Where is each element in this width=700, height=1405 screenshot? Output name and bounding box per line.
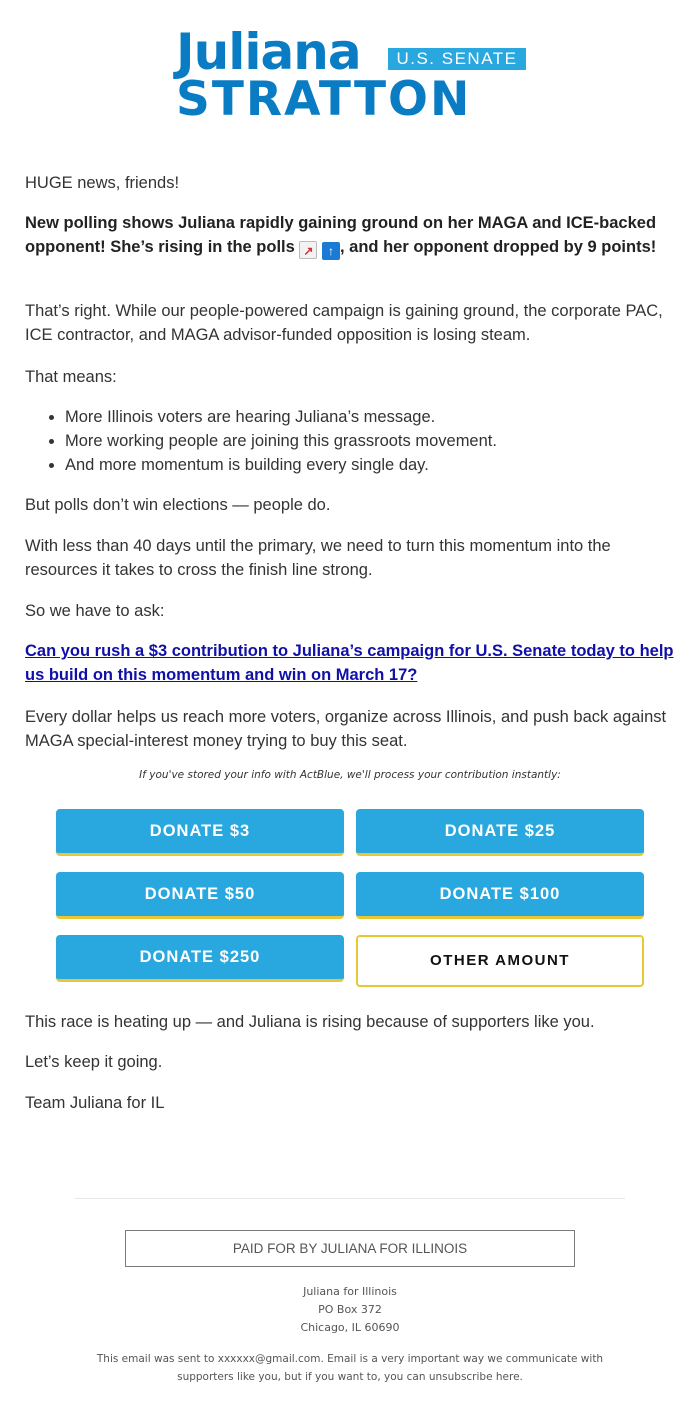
donate-100-button[interactable]: DONATE $100 <box>356 872 644 919</box>
cta-paragraph <box>25 639 675 687</box>
ask-line: So we have to ask: <box>25 602 165 620</box>
cta-link[interactable]: Can you rush a $3 contribution to Juliana’s campaign for U.S. Senate today to help us build on this momentum and win on March 17? <box>25 642 674 684</box>
actblue-note: If you've stored your info with ActBlue, we'll process your contribution instantly: <box>139 769 561 781</box>
days-paragraph: With less than 40 days until the primary, we need to turn this momentum into the resources it takes to cross the finish line strong. <box>25 537 611 579</box>
donate-3-button[interactable]: DONATE $3 <box>56 809 344 856</box>
mailing-address <box>0 1283 700 1337</box>
logo-first-name: Juliana <box>176 23 361 81</box>
bullet-list <box>25 405 675 477</box>
paragraph-thats-right: That’s right. While our people-powered campaign is gaining ground, the corporate PAC, ICE contractor, and MAGA advisor-funded opposition is losing steam. <box>25 302 663 344</box>
footer-divider <box>75 1198 625 1199</box>
paid-for-box: PAID FOR BY JULIANA FOR ILLINOIS <box>125 1230 575 1267</box>
other-amount-button[interactable]: OTHER AMOUNT <box>356 935 644 987</box>
logo-tagline: U.S. SENATE <box>388 48 526 70</box>
signature: Team Juliana for IL <box>25 1094 165 1112</box>
address-line: Chicago, IL 60690 <box>300 1321 400 1334</box>
list-item: • More working people are joining this grassroots movement. <box>65 429 675 453</box>
headline-text-2: , and her opponent dropped by 9 points! <box>340 238 657 256</box>
unsubscribe-link[interactable]: unsubscribe here <box>428 1371 520 1383</box>
campaign-logo <box>176 23 526 128</box>
donate-25-button[interactable]: DONATE $25 <box>356 809 644 856</box>
address-line: PO Box 372 <box>318 1303 382 1316</box>
list-item: • And more momentum is building every single day. <box>65 453 675 477</box>
fine-print: This email was sent to xxxxxx@gmail.com. Email is a very important way we communicate with supporters like you, but if you want to, you can unsubscribe here. <box>96 1353 604 1383</box>
list-item: • More Illinois voters are hearing Juliana’s message. <box>65 405 675 429</box>
headline <box>25 211 675 260</box>
logo-last-name: STRATTON <box>176 72 472 127</box>
greeting: HUGE news, friends! <box>25 174 180 192</box>
donate-250-button[interactable]: DONATE $250 <box>56 935 344 982</box>
polls-line: But polls don’t win elections — people do. <box>25 496 331 514</box>
race-line: This race is heating up — and Juliana is rising because of supporters like you. <box>25 1013 595 1031</box>
address-line: Juliana for Illinois <box>303 1285 397 1298</box>
that-means: That means: <box>25 368 117 386</box>
dollar-paragraph: Every dollar helps us reach more voters, organize across Illinois, and push back against MAGA special-interest money trying to buy this seat. <box>25 708 667 750</box>
headline-text-1: New polling shows Juliana rapidly gaining ground on her MAGA and ICE-backed opponent! She’s rising in the polls <box>25 214 657 256</box>
keep-going: Let’s keep it going. <box>25 1053 163 1071</box>
donate-50-button[interactable]: DONATE $50 <box>56 872 344 919</box>
chart-increasing-icon: ↗ <box>299 241 317 259</box>
up-arrow-icon: ↑ <box>322 242 340 260</box>
recipient-email: xxxxxx@gmail.com <box>217 1353 321 1365</box>
